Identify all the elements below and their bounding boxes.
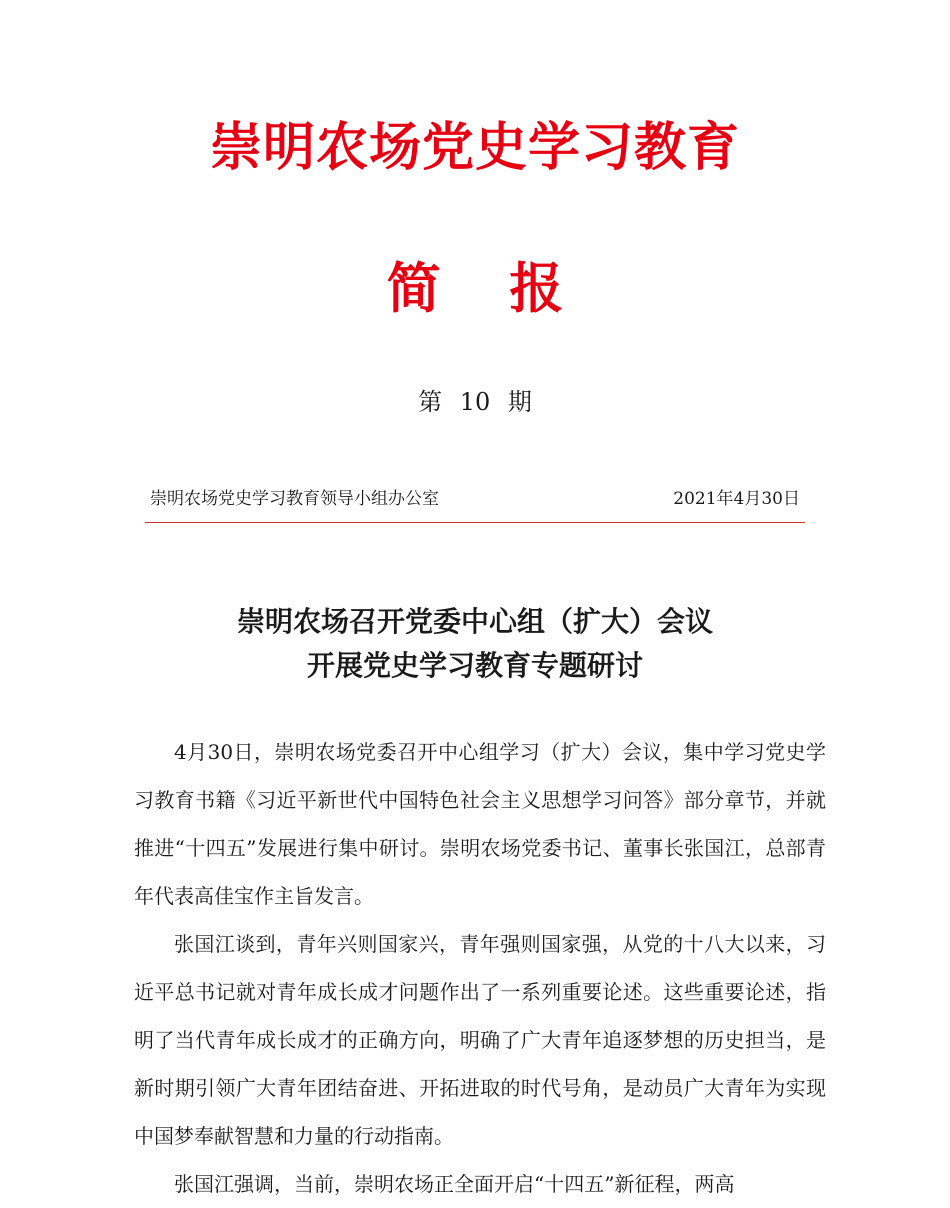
issuer-name: 崇明农场党史学习教育领导小组办公室	[150, 489, 439, 509]
article-title-line-1: 崇明农场召开党委中心组（扩大）会议	[236, 605, 713, 638]
article-title-line-2: 开展党史学习教育专题研讨	[306, 649, 643, 682]
masthead-subtitle: 简 报	[386, 256, 564, 320]
red-divider-line	[145, 522, 805, 523]
article-body	[134, 728, 826, 1208]
article-paragraph: 4月30日，崇明农场党委召开中心组学习（扩大）会议，集中学习党史学习教育书籍《习近平新世代中国特色社会主义思想学习问答》部分章节，并就推进“十四五”发展进行集中研讨。崇明农场党委书记、董事长张国江，总部青年代表高佳宝作主旨发言。	[134, 740, 826, 908]
issue-date: 2021年4月30日	[673, 489, 800, 509]
issue-number: 第 10 期	[418, 388, 532, 416]
article-paragraph: 张国江谈到，青年兴则国家兴，青年强则国家强，从党的十八大以来，习近平总书记就对青年成长成才问题作出了一系列重要论述。这些重要论述，指明了当代青年成长成才的正确方向，明确了广大青年追逐梦想的历史担当，是新时期引领广大青年团结奋进、开拓进取的时代号角，是动员广大青年为实现中国梦奉献智慧和力量的行动指南。	[134, 932, 826, 1148]
masthead-title: 崇明农场党史学习教育	[209, 117, 740, 178]
article-paragraph: 张国江强调，当前，崇明农场正全面开启“十四五”新征程，两高	[174, 1172, 735, 1196]
article-title	[0, 600, 950, 688]
